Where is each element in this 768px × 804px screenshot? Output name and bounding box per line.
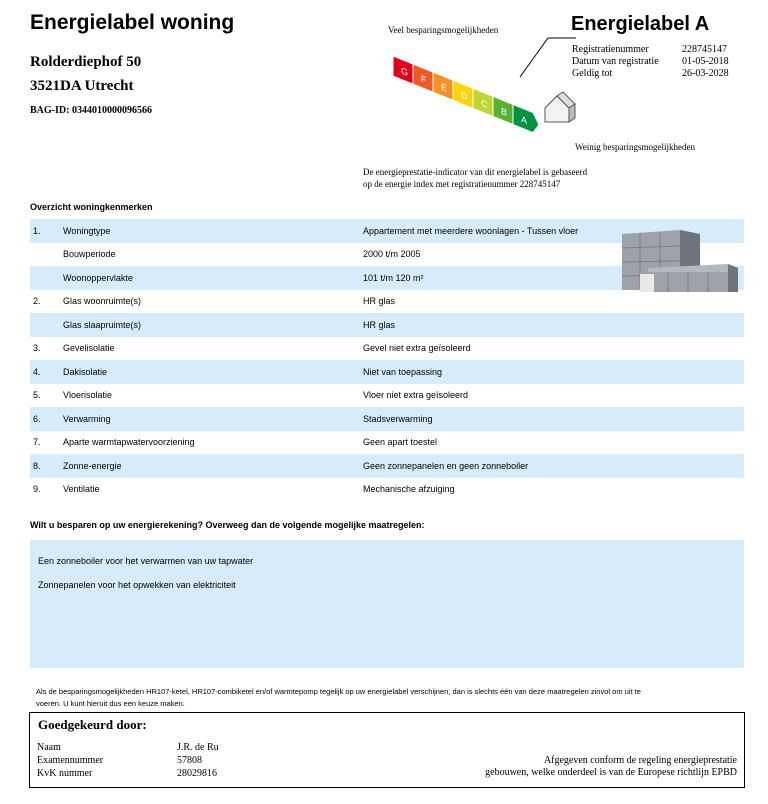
approver-name-value: J.R. de Ru	[177, 742, 219, 753]
registration-date-key: Datum van registratie	[572, 56, 659, 67]
footnote-line-2: voeren. U kunt hieruit dus een keuze maken.	[36, 699, 185, 708]
building-icon	[618, 224, 740, 292]
row-label: Glas woonruimte(s)	[63, 296, 142, 307]
bag-id: BAG-ID: 0344010000096566	[30, 105, 152, 116]
row-label: Woningtype	[63, 225, 111, 236]
energy-class-letter: G	[401, 65, 409, 78]
registration-details	[572, 44, 729, 80]
registration-date-value: 01-05-2018	[682, 56, 729, 67]
scale-bottom-caption: Weinig besparingsmogelijkheden	[575, 142, 695, 152]
conformity-statement	[485, 755, 737, 779]
row-value: Vloer niet extra geïsoleerd	[363, 390, 469, 401]
row-label: Woonoppervlakte	[63, 272, 133, 283]
indicator-text	[363, 166, 663, 190]
approval-box	[29, 712, 745, 788]
label-class-title: Energielabel A	[571, 13, 710, 35]
kvk-number-value: 28029816	[177, 768, 217, 779]
row-label: Bouwperiode	[63, 249, 116, 260]
approver-name-key: Naam	[37, 742, 61, 753]
footnote-line-1: Als de besparingsmogelijkheden HR107-ketel, HR107-combiketel en/of warmtepomp tegelijk op uw energielabel verschijnen, dan is slechts één van deze maatregelen zinvol om uit te	[36, 687, 641, 696]
row-label: Zonne-energie	[63, 460, 122, 471]
valid-until-key: Geldig tot	[572, 68, 613, 79]
table-row	[30, 454, 744, 478]
label-pointer-line	[518, 30, 578, 80]
address-city: 3521DA Utrecht	[30, 78, 134, 94]
approval-heading: Goedgekeurd door:	[38, 717, 147, 732]
table-row	[30, 478, 744, 502]
row-number: 8.	[33, 460, 41, 471]
conformity-line-1: Afgegeven conform de regeling energieprestatie	[543, 755, 737, 766]
row-label: Gevelisolatie	[63, 343, 115, 354]
row-number: 2.	[33, 296, 41, 307]
energy-class-letter: C	[481, 97, 488, 111]
indicator-line-1: De energieprestatie-indicator van dit energielabel is gebaseerd	[363, 167, 588, 177]
advice-heading: Wilt u besparen op uw energierekening? Overweeg dan de volgende mogelijke maatregelen:	[30, 520, 425, 530]
energy-class-letter: A	[521, 114, 528, 127]
row-value: Geen zonnepanelen en geen zonneboiler	[363, 460, 529, 471]
row-value: 101 t/m 120 m²	[363, 272, 424, 283]
table-row	[30, 384, 744, 408]
row-label: Glas slaapruimte(s)	[63, 319, 142, 330]
advice-item: Zonnepanelen voor het opwekken van elektriciteit	[38, 580, 236, 590]
exam-number-key: Examennummer	[37, 755, 104, 766]
house-icon	[545, 92, 575, 122]
registration-number-key: Registratienummer	[572, 44, 649, 55]
row-number: 3.	[33, 343, 41, 354]
indicator-line-2: op de energie index met registratienummer 228745147	[363, 179, 561, 189]
row-value: Appartement met meerdere woonlagen - Tussen vloer	[363, 225, 579, 236]
page-title: Energielabel woning	[30, 11, 235, 34]
kvk-number-key: KvK nummer	[37, 768, 93, 779]
row-value: HR glas	[363, 296, 396, 307]
table-row	[30, 290, 744, 314]
row-value: Mechanische afzuiging	[363, 484, 455, 495]
conformity-line-2: gebouwen, welke onderdeel is van de Europese richtlijn EPBD	[485, 767, 737, 778]
energy-class-letter: D	[461, 89, 468, 103]
row-label: Ventilatie	[63, 484, 100, 495]
row-value: Niet van toepassing	[363, 366, 443, 377]
row-label: Dakisolatie	[63, 366, 108, 377]
scale-top-caption: Veel besparingsmogelijkheden	[388, 25, 499, 35]
table-row	[30, 360, 744, 384]
row-value: 2000 t/m 2005	[363, 249, 421, 260]
advice-item: Een zonneboiler voor het verwarmen van uw tapwater	[38, 556, 254, 566]
valid-until-value: 26-03-2028	[682, 68, 729, 79]
row-label: Vloerisolatie	[63, 390, 113, 401]
row-value: Gevel niet extra geïsoleerd	[363, 343, 471, 354]
row-value: Stadsverwarming	[363, 413, 433, 424]
footnote	[36, 686, 736, 710]
row-number: 7.	[33, 437, 41, 448]
table-row	[30, 337, 744, 361]
row-number: 5.	[33, 390, 41, 401]
row-label: Aparte warmtapwatervoorziening	[63, 437, 195, 448]
row-value: Geen apart toestel	[363, 437, 438, 448]
row-value: HR glas	[363, 319, 396, 330]
overview-heading: Overzicht woningkenmerken	[30, 202, 153, 212]
row-label: Verwarming	[63, 413, 111, 424]
row-number: 1.	[33, 225, 41, 236]
energy-class-letter: F	[421, 73, 427, 86]
table-row	[30, 313, 744, 337]
row-number: 9.	[33, 484, 41, 495]
advice-box	[30, 540, 744, 668]
exam-number-value: 57808	[177, 755, 202, 766]
row-number: 6.	[33, 413, 41, 424]
table-row	[30, 431, 744, 455]
energy-class-letter: B	[501, 105, 508, 118]
registration-number-value: 228745147	[682, 44, 727, 55]
address-street: Rolderdiephof 50	[30, 54, 142, 70]
energy-class-letter: E	[441, 81, 448, 94]
table-row	[30, 407, 744, 431]
row-number: 4.	[33, 366, 41, 377]
